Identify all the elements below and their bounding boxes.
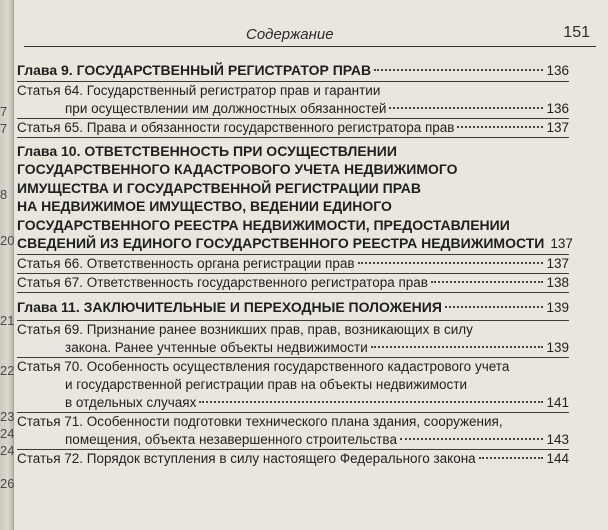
toc-article-70[interactable]: [17, 357, 569, 412]
dot-leader: [371, 346, 544, 348]
toc-title: Статья 66. Ответственность органа регистрации прав: [17, 255, 355, 271]
table-of-contents: [17, 61, 573, 468]
toc-chapter-9[interactable]: [17, 61, 569, 81]
toc-article-66[interactable]: [17, 254, 569, 273]
dot-leader: [389, 107, 543, 109]
toc-title-cont: ГОСУДАРСТВЕННОГО РЕЕСТРА НЕДВИЖИМОСТИ, ПРЕДОСТАВЛЕНИИ: [17, 216, 510, 233]
margin-number: 8: [0, 187, 8, 202]
dot-leader: [457, 126, 543, 128]
toc-page: 139: [546, 299, 569, 315]
dot-leader: [400, 438, 544, 440]
toc-title: Глава 10. ОТВЕТСТВЕННОСТЬ ПРИ ОСУЩЕСТВЛЕНИИ: [17, 142, 397, 159]
toc-page: 136: [546, 100, 569, 116]
toc-page: 137: [550, 236, 573, 251]
toc-page: 137: [546, 255, 569, 271]
toc-title-cont: закона. Ранее учтенные объекты недвижимости: [65, 340, 368, 355]
margin-number: 24: [0, 443, 15, 458]
toc-title: Статья 67. Ответственность государственного регистратора прав: [17, 274, 428, 290]
dot-leader: [479, 457, 544, 459]
toc-title: Статья 71. Особенности подготовки технического плана здания, сооружения,: [17, 414, 503, 429]
dot-leader: [199, 401, 543, 403]
toc-title-cont: ГОСУДАРСТВЕННОГО КАДАСТРОВОГО УЧЕТА НЕДВИЖИМОГО: [17, 161, 458, 177]
toc-title: Статья 72. Порядок вступления в силу настоящего Федерального закона: [17, 451, 476, 466]
toc-article-72[interactable]: [17, 449, 569, 468]
toc-article-67[interactable]: [17, 273, 569, 292]
toc-title-cont: в отдельных случаях: [65, 395, 197, 410]
toc-page: 144: [546, 451, 569, 466]
toc-page: 138: [546, 274, 569, 290]
toc-article-69[interactable]: [17, 320, 569, 357]
toc-title: Статья 64. Государственный регистратор прав и гарантии: [17, 82, 381, 98]
toc-chapter-10[interactable]: [17, 137, 573, 254]
toc-article-71[interactable]: [17, 412, 569, 449]
toc-page: 136: [546, 63, 569, 78]
toc-page: 141: [546, 395, 569, 410]
margin-number: 22: [0, 363, 15, 378]
toc-title-cont: СВЕДЕНИЙ ИЗ ЕДИНОГО ГОСУДАРСТВЕННОГО РЕЕСТРА НЕДВИЖИМОСТИ: [17, 235, 545, 251]
margin-number: 7: [0, 121, 8, 136]
margin-number: 24: [0, 426, 15, 441]
dot-leader: [374, 69, 543, 71]
toc-title-cont: помещения, объекта незавершенного строительства: [65, 432, 397, 447]
margin-number: 23: [0, 409, 15, 424]
dot-leader: [358, 262, 544, 264]
margin-number: 26: [0, 476, 15, 491]
header-rule: [24, 46, 596, 47]
running-header: [14, 22, 596, 46]
toc-title-cont: НА НЕДВИЖИМОЕ ИМУЩЕСТВО, ВЕДЕНИИ ЕДИНОГО: [17, 198, 392, 214]
toc-title-cont: при осуществлении им должностных обязанностей: [65, 100, 387, 116]
toc-title-cont: и государственной регистрации прав на объекты недвижимости: [65, 377, 468, 392]
toc-title: Статья 70. Особенность осуществления государственного кадастрового учета: [17, 359, 510, 374]
toc-title: Глава 9. ГОСУДАРСТВЕННЫЙ РЕГИСТРАТОР ПРАВ: [17, 62, 372, 78]
toc-title: Статья 69. Признание ранее возникших прав, прав, возникающих в силу: [17, 322, 473, 337]
margin-number: 21: [0, 313, 15, 328]
dot-leader: [445, 306, 544, 308]
margin-number: 7: [0, 104, 8, 119]
toc-page: 143: [546, 432, 569, 447]
dot-leader: [431, 281, 544, 283]
margin-number: 20: [0, 233, 15, 248]
toc-page: 139: [546, 340, 569, 355]
toc-chapter-11[interactable]: [17, 292, 569, 321]
toc-article-64[interactable]: [17, 81, 569, 118]
toc-title-cont: ИМУЩЕСТВА И ГОСУДАРСТВЕННОЙ РЕГИСТРАЦИИ ПРАВ: [17, 179, 422, 196]
toc-article-65[interactable]: [17, 118, 569, 137]
header-title: Содержание: [246, 26, 334, 43]
toc-page: 137: [546, 119, 569, 135]
toc-title: Глава 11. ЗАКЛЮЧИТЕЛЬНЫЕ И ПЕРЕХОДНЫЕ ПОЛОЖЕНИЯ: [17, 298, 442, 315]
toc-title: Статья 65. Права и обязанности государственного регистратора прав: [17, 119, 455, 135]
header-page-number: 151: [563, 24, 590, 41]
